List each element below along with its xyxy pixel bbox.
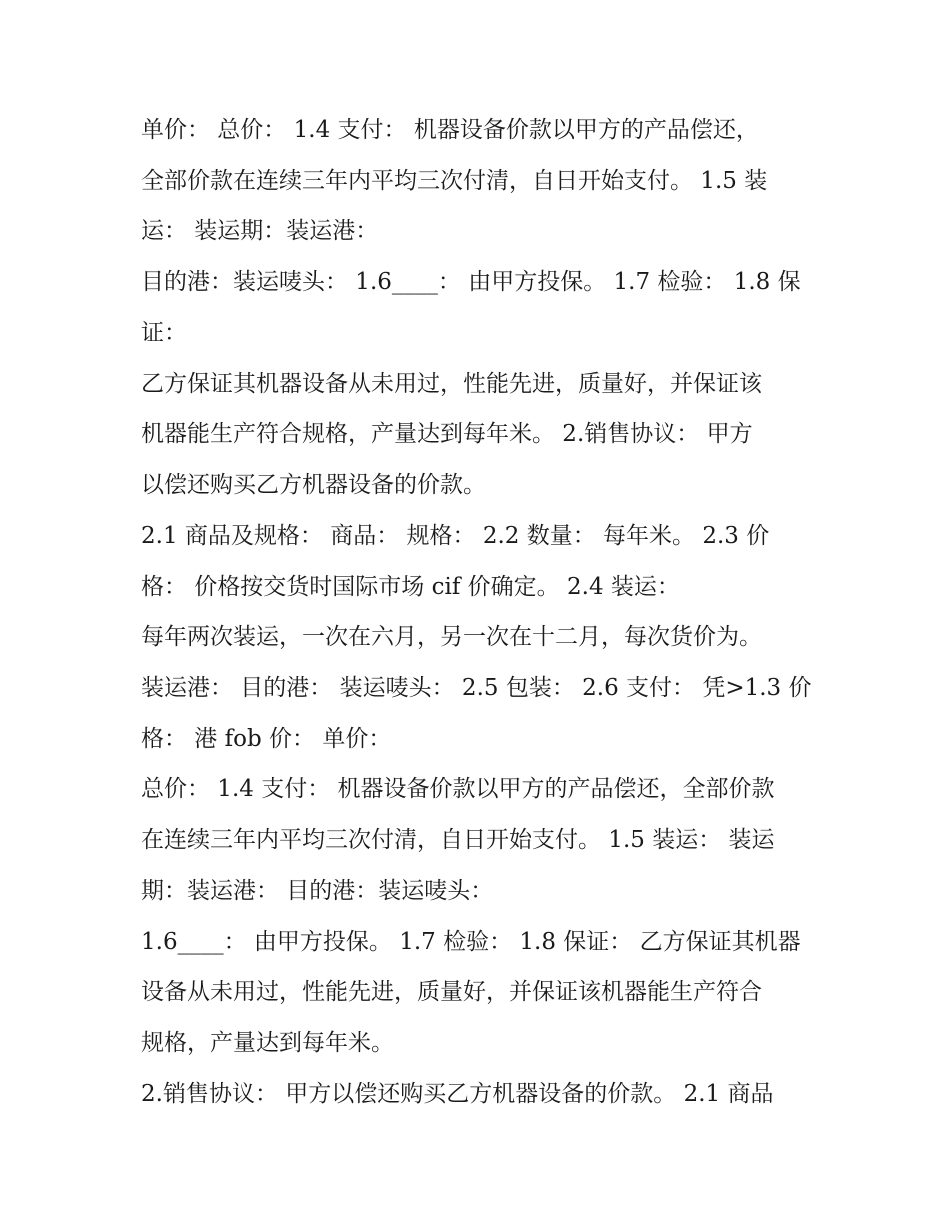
text-line: 乙方保证其机器设备从未用过，性能先进，质量好，并保证该: [141, 371, 762, 397]
text-line: 2.销售协议： 甲方以偿还购买乙方机器设备的价款。 2.1 商品: [141, 1081, 774, 1107]
text-line: 1.6____： 由甲方投保。 1.7 检验： 1.8 保证： 乙方保证其机器: [141, 929, 801, 955]
text-line: 证：: [141, 320, 187, 346]
text-line: 规格，产量达到每年米。: [141, 1030, 394, 1056]
text-line: 装运港： 目的港： 装运唛头： 2.5 包装： 2.6 支付： 凭>1.3 价: [141, 675, 812, 701]
text-line: 期：装运港： 目的港：装运唛头：: [141, 878, 494, 904]
text-line: 设备从未用过，性能先进，质量好，并保证该机器能生产符合: [141, 979, 762, 1005]
text-line: 运： 装运期：装运港：: [141, 218, 379, 244]
text-line: 格： 价格按交货时国际市场 cif 价确定。 2.4 装运：: [141, 574, 680, 600]
text-line: 机器能生产符合规格，产量达到每年米。 2.销售协议： 甲方: [141, 421, 753, 447]
text-line: 单价： 总价： 1.4 支付： 机器设备价款以甲方的产品偿还，: [141, 117, 759, 143]
text-line: 每年两次装运，一次在六月，另一次在十二月，每次货价为。: [141, 624, 762, 650]
text-line: 总价： 1.4 支付： 机器设备价款以甲方的产品偿还，全部价款: [141, 776, 775, 802]
text-line: 目的港：装运唛头： 1.6____： 由甲方投保。 1.7 检验： 1.8 保: [141, 269, 801, 295]
text-line: 在连续三年内平均三次付清，自日开始支付。 1.5 装运： 装运: [141, 827, 775, 853]
text-line: 2.1 商品及规格： 商品： 规格： 2.2 数量： 每年米。 2.3 价: [141, 523, 770, 549]
text-line: 全部价款在连续三年内平均三次付清，自日开始支付。 1.5 装: [141, 168, 768, 194]
text-line: 格： 港 fob 价： 单价：: [141, 726, 392, 752]
text-line: 以偿还购买乙方机器设备的价款。: [141, 472, 486, 498]
